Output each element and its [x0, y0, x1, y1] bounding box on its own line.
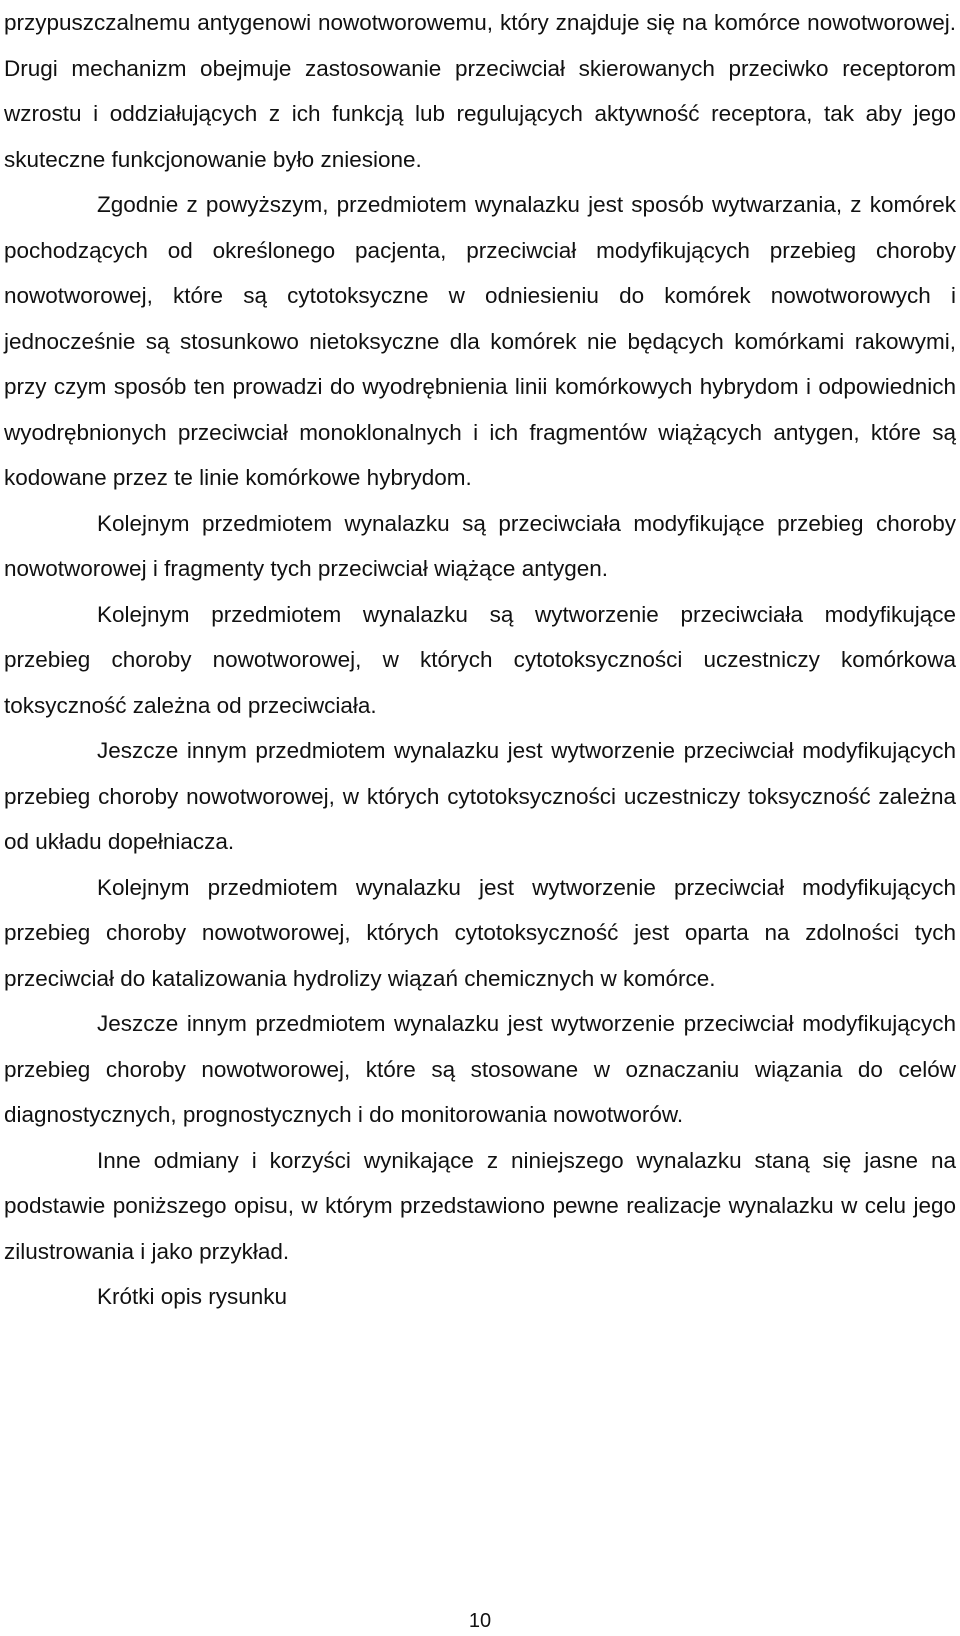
section-heading: Krótki opis rysunku	[97, 1284, 288, 1309]
paragraph-subject-cellular-toxicity: Kolejnym przedmiotem wynalazku są wytworzenie przeciwciała modyfikujące przebieg choroby nowotworowej, w których cytotoksyczności uczestniczy komórkowa toksyczność zależna od przeciwciała.	[4, 601, 956, 718]
paragraph-subject-diagnostics: Jeszcze innym przedmiotem wynalazku jest wytworzenie przeciwciał modyfikujących przebieg choroby nowotworowej, które są stosowane w oznaczaniu wiązania do celów diagnostycznych, prognostycznych i do monitorowania nowotworów.	[4, 1011, 956, 1127]
paragraph-continuation: przypuszczalnemu antygenowi nowotworowemu, który znajduje się na komórce nowotworowej. Drugi mechanizm obejmuje zastosowanie przeciwciał skierowanych przeciwko receptorom wzrostu i oddziałujących z ich funkcją lub regulujących aktywność receptora, tak aby jego skuteczne funkcjonowanie było zniesione.	[4, 10, 956, 172]
paragraph-subject-complement-toxicity: Jeszcze innym przedmiotem wynalazku jest wytworzenie przeciwciał modyfikujących przebieg choroby nowotworowej, w których cytotoksyczności uczestniczy toksyczność zależna od układu dopełniacza.	[4, 738, 956, 854]
paragraph-subject-hydrolysis: Kolejnym przedmiotem wynalazku jest wytworzenie przeciwciał modyfikujących przebieg choroby nowotworowej, których cytotoksyczność jest oparta na zdolności tych przeciwciał do katalizowania hydrolizy wiązań chemicznych w komórce.	[4, 874, 956, 991]
document-body	[4, 0, 956, 1320]
paragraph-other-variants: Inne odmiany i korzyści wynikające z niniejszego wynalazku staną się jasne na podstawie poniższego opisu, w którym przedstawiono pewne realizacje wynalazku w celu jego zilustrowania i jako przykład.	[4, 1147, 956, 1264]
paragraph-subject-method: Zgodnie z powyższym, przedmiotem wynalazku jest sposób wytwarzania, z komórek pochodzących od określonego pacjenta, przeciwciał modyfikujących przebieg choroby nowotworowej, które są cytotoksyczne w odniesieniu do komórek nowotworowych i jednocześnie są stosunkowo nietoksyczne dla komórek nie będących komórkami rakowymi, przy czym sposób ten prowadzi do wyodrębnienia linii komórkowych hybrydom i odpowiednich wyodrębnionych przeciwciał monoklonalnych i ich fragmentów wiążących antygen, które są kodowane przez te linie komórkowe hybrydom.	[4, 192, 956, 490]
paragraph-subject-antibodies: Kolejnym przedmiotem wynalazku są przeciwciała modyfikujące przebieg choroby nowotworowej i fragmenty tych przeciwciał wiążące antygen.	[4, 510, 956, 581]
page-number: 10	[468, 1610, 492, 1632]
